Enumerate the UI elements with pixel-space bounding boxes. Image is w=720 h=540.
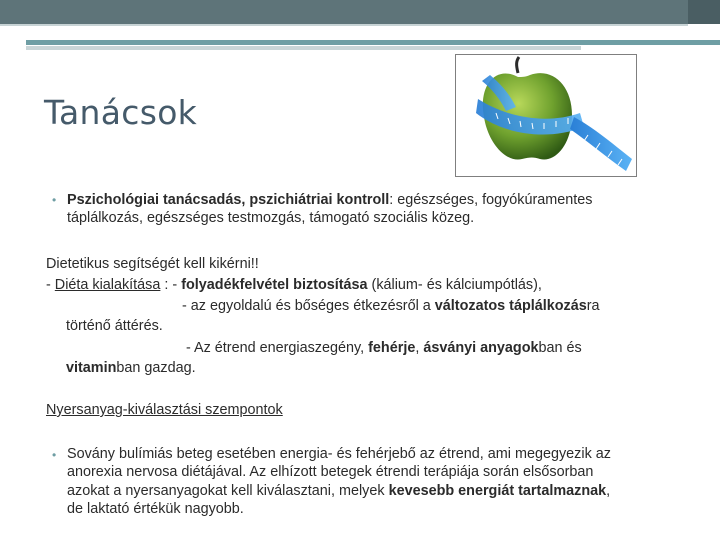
- bullet-2-line-3-pre: azokat a nyersanyagokat kell kiválasztani, melyek: [67, 483, 389, 499]
- header-corner-gap: [688, 24, 720, 38]
- task-1-prefix: -: [46, 277, 55, 293]
- apple-icon: [456, 55, 636, 176]
- task-2-bold: változatos táplálkozás: [434, 298, 587, 314]
- bullet-1-dot: •: [52, 193, 57, 207]
- header-line-thin: [0, 24, 688, 26]
- section-heading-text: Nyersanyag-kiválasztási szempontok: [46, 402, 283, 418]
- section-heading: [46, 402, 283, 418]
- bullet-1-rest: : egészséges, fogyókúramentes: [389, 192, 593, 208]
- bullet-2-dot: •: [52, 448, 57, 462]
- task-3-bold-2: ásványi anyagok: [423, 340, 539, 356]
- task-2-prefix: - az egyoldalú és bőséges étkezésről a: [182, 298, 435, 314]
- task-3-line-1: [186, 340, 582, 356]
- bullet-2-line-1: Sovány bulímiás beteg esetében energia- és fehérjebő az étrend, ami megegyezik az: [67, 446, 611, 462]
- task-1-underlined: Diéta kialakítása: [54, 277, 161, 293]
- task-3-bold-1: fehérje: [368, 340, 416, 356]
- slide-title: Tanácsok: [44, 93, 198, 132]
- bullet-2-line-3: [67, 483, 610, 499]
- bullet-2-line-3-post: ,: [606, 483, 611, 499]
- task-2-rest: ra: [586, 298, 600, 314]
- task-3-sep: ,: [415, 340, 424, 356]
- header-gray-line: [26, 46, 581, 50]
- header-accent-line: [26, 40, 720, 45]
- task-2-line-2: történő áttérés.: [66, 318, 163, 334]
- task-1-line: [46, 277, 542, 293]
- task-1-rest: (kálium- és kálciumpótlás),: [367, 277, 542, 293]
- dietetikus-line: [46, 256, 259, 272]
- dietetikus-bold: Dietetiku: [46, 256, 102, 272]
- task-2-line-1: [182, 298, 600, 314]
- task-3-prefix: - Az étrend energiaszegény,: [186, 340, 369, 356]
- task-3-rest-1: ban és: [538, 340, 582, 356]
- bullet-2-line-3-bold: kevesebb energiát tartalmaznak: [388, 483, 607, 499]
- apple-measuring-tape-image: [455, 54, 637, 177]
- bullet-2-line-4: de laktató értékük nagyobb.: [67, 501, 244, 517]
- bullet-1-bold: Pszichológiai tanácsadás, pszichiátriai kontroll: [67, 192, 390, 208]
- bullet-1-line-2: táplálkozás, egészséges testmozgás, támogató szociális közeg.: [67, 210, 475, 226]
- task-3-bold-3: vitamin: [66, 360, 117, 376]
- dietetikus-rest: s segítségét kell kikérni!!: [102, 256, 259, 272]
- task-3-line-2: [66, 360, 196, 376]
- task-1-bold: folyadékfelvétel biztosítása: [181, 277, 368, 293]
- bullet-2-line-2: anorexia nervosa diétájával. Az elhízott betegek étrendi terápiája során elsősorban: [67, 464, 594, 480]
- header-bar: [0, 0, 688, 24]
- task-3-rest-2: ban gazdag.: [116, 360, 196, 376]
- task-1-sep: : -: [160, 277, 182, 293]
- bullet-1-line-1: [67, 191, 592, 209]
- header-bar-corner: [688, 0, 720, 24]
